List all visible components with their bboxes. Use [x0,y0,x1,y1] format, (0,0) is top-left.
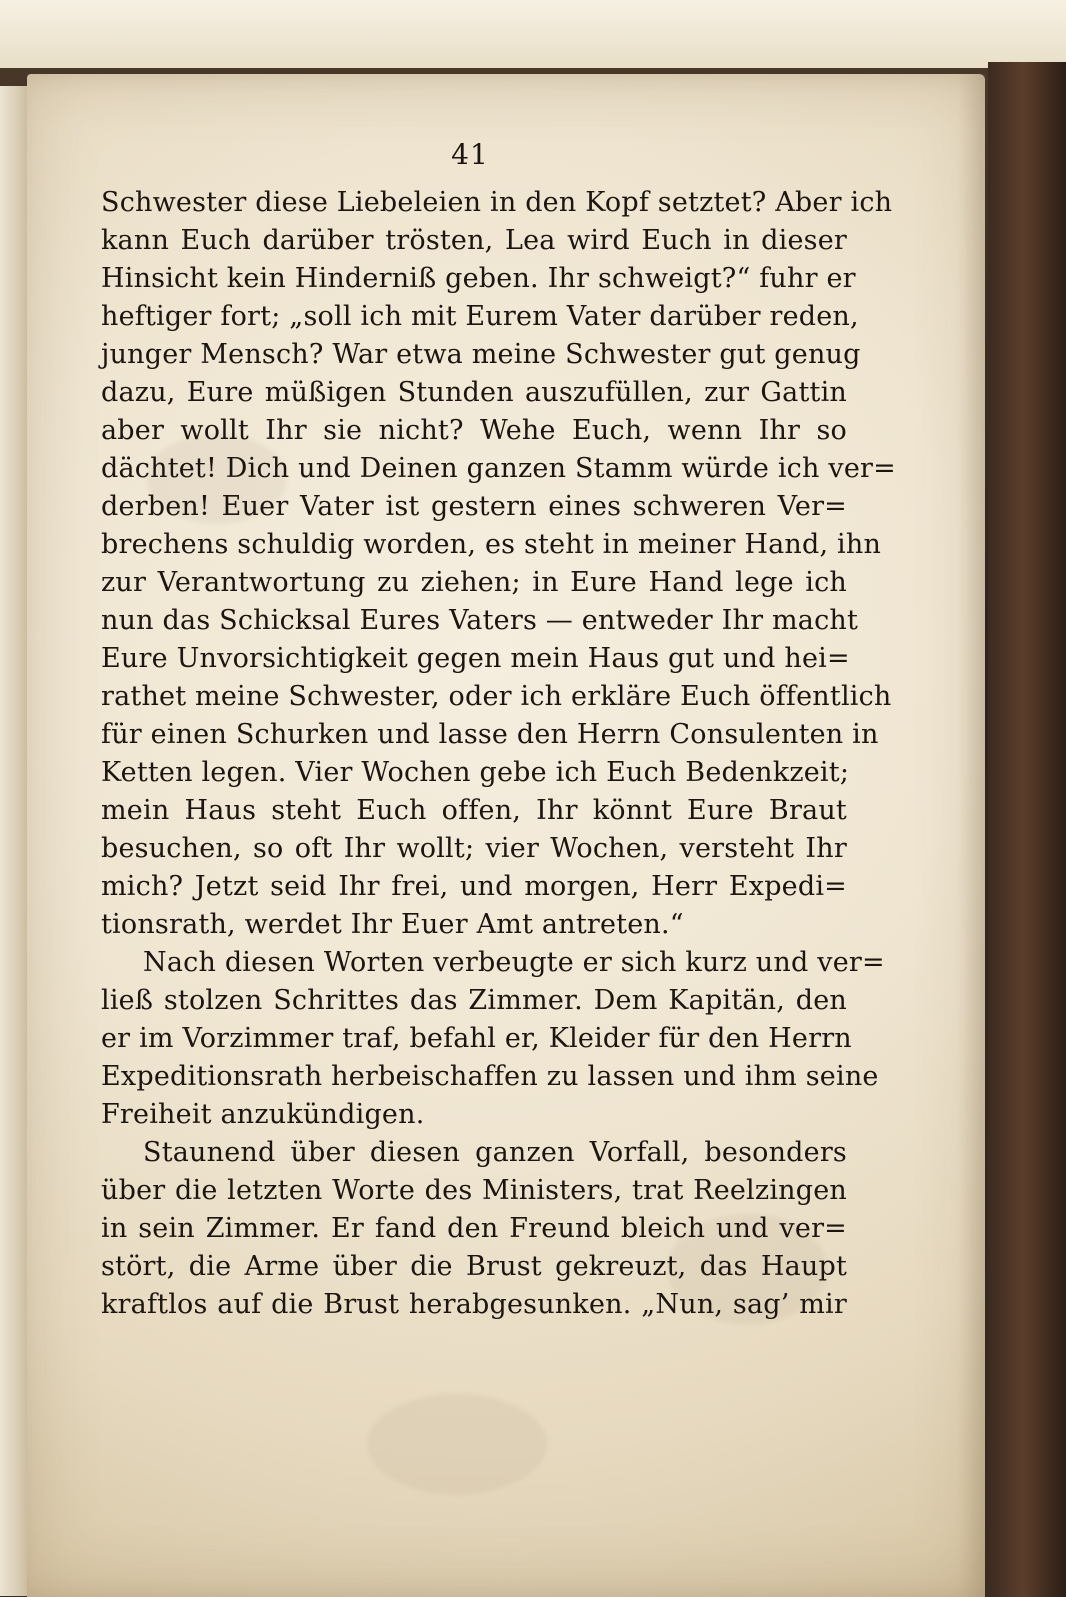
text-line: über die letzten Worte des Ministers, trat Reelzingen [101,1175,847,1206]
text-line: heftiger fort; „soll ich mit Eurem Vater darüber reden, [101,301,859,332]
text-line: mich? Jetzt seid Ihr frei, und morgen, Herr Expedi= [101,871,847,902]
text-line: derben! Euer Vater ist gestern eines schweren Ver= [101,491,847,522]
text-line: rathet meine Schwester, oder ich erkläre Euch öffentlich [101,681,892,712]
book-cover-edge [988,62,1066,1597]
text-line: kraftlos auf die Brust herabgesunken. „Nun, sag’ mir [101,1289,847,1320]
text-line: Eure Unvorsichtigkeit gegen mein Haus gut und hei= [101,643,850,674]
text-line: für einen Schurken und lasse den Herrn Consulenten in [101,719,879,750]
text-line: zur Verantwortung zu ziehen; in Eure Hand lege ich [101,567,847,598]
text-line: Staunend über diesen ganzen Vorfall, besonders [143,1137,847,1168]
text-line: Freiheit anzukündigen. [101,1099,425,1130]
text-line: kann Euch darüber trösten, Lea wird Euch in dieser [101,225,847,256]
page-fold-shadow [959,74,985,1597]
page-content [101,138,896,1408]
book-page [27,74,985,1597]
text-line: dazu, Eure müßigen Stunden auszufüllen, zur Gattin [101,377,847,408]
text-line: Nach diesen Worten verbeugte er sich kurz und ver= [143,947,885,978]
text-line: Schwester diese Liebeleien in den Kopf setztet? Aber ich [101,187,893,218]
text-line: ließ stolzen Schrittes das Zimmer. Dem Kapitän, den [101,985,847,1016]
text-line: besuchen, so oft Ihr wollt; vier Wochen, versteht Ihr [101,833,847,864]
paper-stain [367,1394,547,1494]
text-line: mein Haus steht Euch offen, Ihr könnt Eure Braut [101,795,847,826]
text-line: Expeditionsrath herbeischaffen zu lassen und ihm seine [101,1061,879,1092]
left-page-edge [0,86,30,1596]
text-line: dächtet! Dich und Deinen ganzen Stamm würde ich ver= [101,453,896,484]
text-line: junger Mensch? War etwa meine Schwester gut genug [101,339,861,370]
text-line: brechens schuldig worden, es steht in meiner Hand, ihn [101,529,882,560]
text-line: tionsrath, werdet Ihr Euer Amt antreten.“ [101,909,684,940]
text-line: aber wollt Ihr sie nicht? Wehe Euch, wenn Ihr so [101,415,847,446]
text-line: nun das Schicksal Eures Vaters — entweder Ihr macht [101,605,859,636]
text-line: Ketten legen. Vier Wochen gebe ich Euch Bedenkzeit; [101,757,850,788]
page-number: 41 [451,138,489,171]
text-line: Hinsicht kein Hinderniß geben. Ihr schweigt?“ fuhr er [101,263,856,294]
text-line: er im Vorzimmer traf, befahl er, Kleider für den Herrn [101,1023,852,1054]
text-line: in sein Zimmer. Er fand den Freund bleich und ver= [101,1213,847,1244]
top-paper-strip [0,0,1066,68]
text-body [101,184,896,1324]
text-line: stört, die Arme über die Brust gekreuzt, das Haupt [101,1251,847,1282]
